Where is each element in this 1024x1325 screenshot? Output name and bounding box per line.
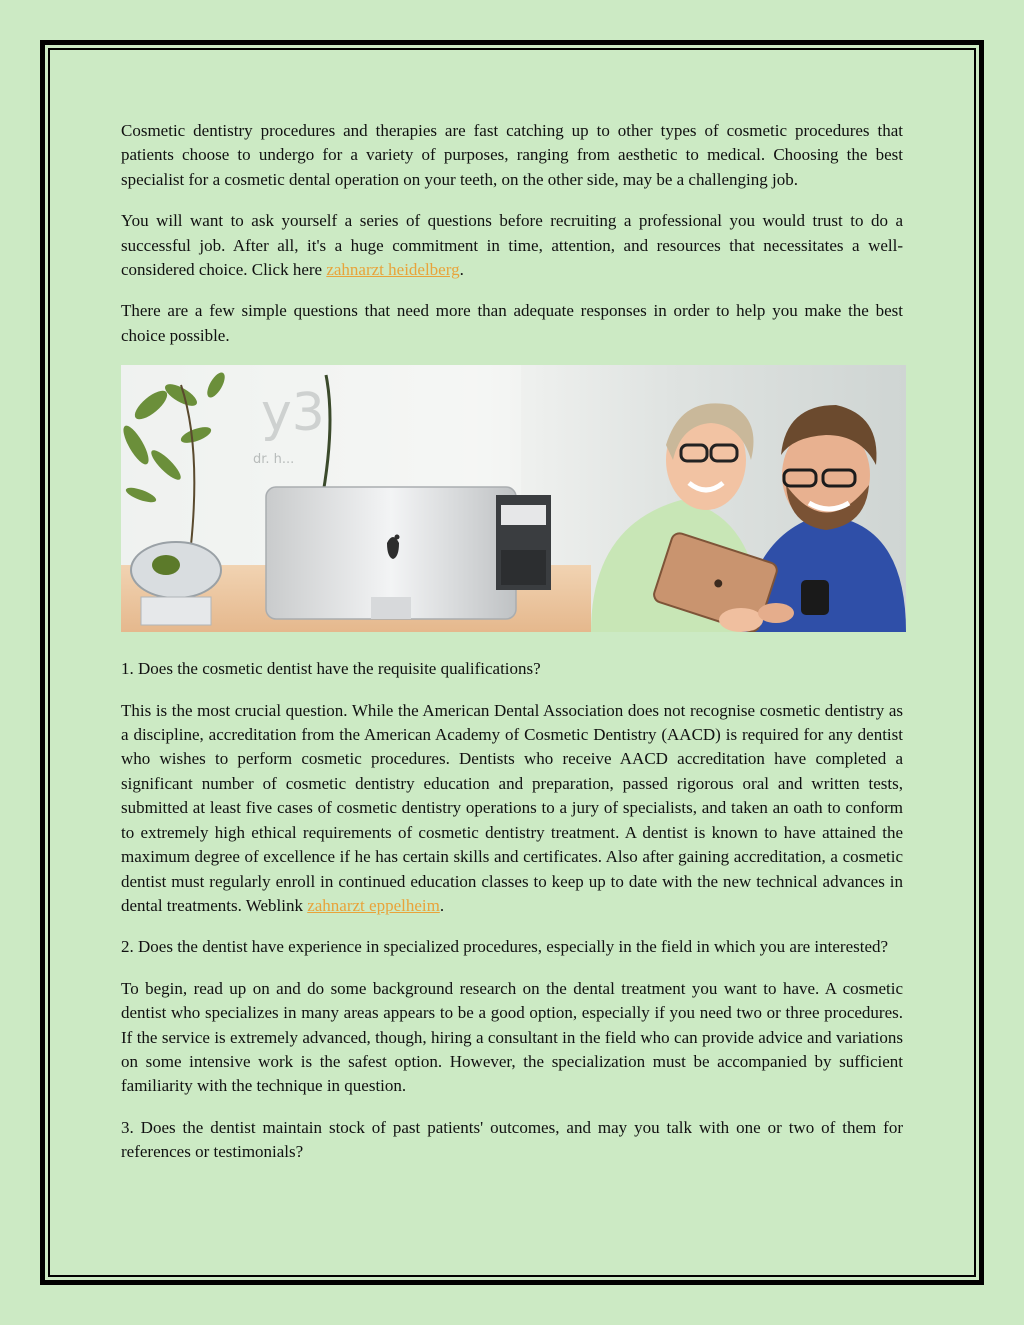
questions-paragraph (121, 209, 903, 282)
question-1: 1. Does the cosmetic dentist have the requisite qualifications? (121, 659, 541, 679)
questions-text: You will want to ask yourself a series of questions before recruiting a professional you would trust to do a successful job. After all, it's a huge commitment in time, attention, and resources that necessitates a well-considered choice. Click here (121, 211, 903, 280)
dental-office-photo (121, 365, 906, 632)
simple-questions-paragraph: There are a few simple questions that need more than adequate responses in order to help you make the best choice possible. (121, 301, 903, 345)
document-body (121, 119, 903, 1182)
answer-1-text: This is the most crucial question. While the American Dental Association does not recognise cosmetic dentistry as a discipline, accreditation from the American Academy of Cosmetic Dentistry (AACD) is required for any dentist who wishes to perform cosmetic procedures. Dentists who receive AACD accreditation have completed a significant number of cosmetic dentistry education and preparation, passed rigorous oral and written tests, submitted at least five cases of cosmetic dentistry operations to a jury of specialists, and taken an oath to conform to extremely high ethical requirements of cosmetic dentistry treatment. A dentist is known to have attained the maximum degree of excellence if he has certain skills and certificates. Also after gaining accreditation, a cosmetic dentist must regularly enroll in continued education classes to keep up to date with the new technical advances in dental treatments. Weblink (121, 700, 903, 915)
answer-1 (121, 699, 903, 919)
question-2: 2. Does the dentist have experience in specialized procedures, especially in the field in which you are interested? (121, 937, 889, 957)
answer-2: To begin, read up on and do some background research on the dental treatment you want to have. A cosmetic dentist who specializes in many areas appears to be a good option, especially if you need two or three procedures. If the service is extremely advanced, though, hiring a consultant in the field who can provide advice and variations on some intensive work is the safest option. However, the specialization must be accompanied by sufficient familiarity with the technique in question. (121, 978, 903, 1096)
intro-paragraph: Cosmetic dentistry procedures and therapies are fast catching up to other types of cosmetic procedures that patients choose to undergo for a variety of purposes, ranging from aesthetic to medical. Choosing the best specialist for a cosmetic dental operation on your teeth, on the other side, may be a challenging job. (121, 121, 903, 189)
answer-1-end: . (439, 895, 445, 915)
zahnarzt-eppelheim-link[interactable]: zahnarzt eppelheim (307, 895, 440, 915)
question-3: 3. Does the dentist maintain stock of past patients' outcomes, and may you talk with one or two of them for references or testimonials? (121, 1117, 903, 1162)
questions-end: . (459, 260, 464, 280)
svg-text:y3: y3 (261, 383, 325, 444)
wall-logo-text: dr. h... (253, 452, 295, 468)
zahnarzt-heidelberg-link[interactable]: zahnarzt heidelberg (326, 260, 460, 280)
